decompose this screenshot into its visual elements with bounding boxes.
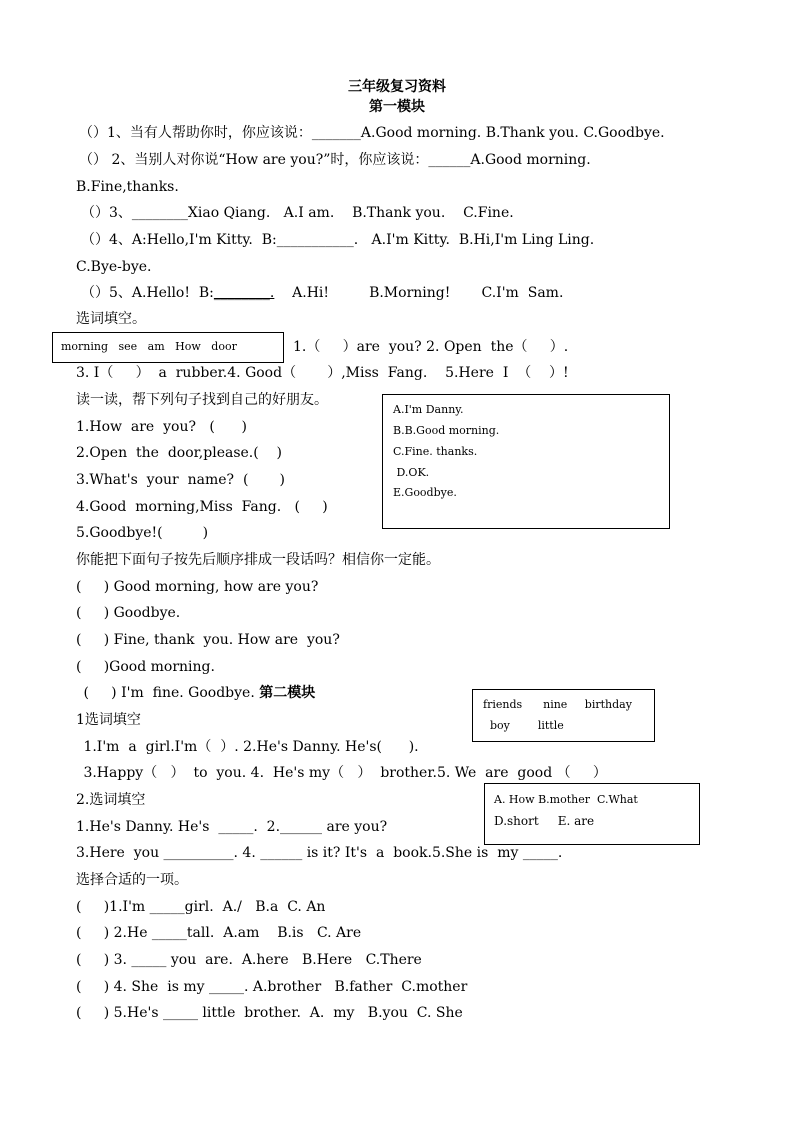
fill-line-1: 1.（ ）are you? 2. Open the（ ）. [293,339,569,355]
order-heading: 你能把下面句子按先后顺序排成一段话吗？相信你一定能。 [76,552,440,568]
fill-line-2: 3. I（ ） a rubber.4. Good（ ）,Miss Fang. 5.Here I （ ）! [76,365,569,381]
section-1-line-1: 1.I'm a girl.I'm（ ）. 2.He's Danny. He's( ). [79,739,419,755]
answer-b: B.B.Good morning. [393,424,500,437]
section-3-question-3: ( ) 3. _____ you are. A.here B.Here C.There [76,952,422,968]
answer-d: D.OK. [393,466,430,479]
word-bank-box [52,332,284,363]
word-bank-box-2 [472,689,655,742]
match-question-4: 4.Good morning,Miss Fang. ( ) [76,499,328,515]
section-3-question-5: ( ) 5.He's _____ little brother. A. my B.you C. She [76,1005,463,1021]
question-5-options: A.Hi! B.Morning! C.I'm Sam. [274,285,564,301]
order-line-5 [79,684,315,702]
match-question-3: 3.What's your name? ( ) [76,472,286,488]
section-1-heading: 1选词填空 [76,712,141,728]
order-line-3: ( ) Fine, thank you. How are you? [76,632,340,648]
page-title: 三年级复习资料 [348,79,446,95]
section-2-line-2: 3.Here you __________. 4. ______ is it? It's a book.5.She is my _____. [76,845,563,861]
answer-e: E.Goodbye. [393,486,457,499]
question-2: （） 2、当别人对你说“How are you?”时，你应该说：______A.Good morning. [79,152,591,168]
option-box-row-2: D.short E. are [494,814,595,828]
order-line-1: ( ) Good morning, how are you? [76,579,319,595]
word-bank-2-row-1: friends nine birthday [483,698,632,711]
module-2-title: 第二模块 [259,685,316,701]
section-3-question-1: ( )1.I'm _____girl. A./ B.a C. An [76,899,326,915]
question-1: （）1、当有人帮助你时，你应该说：_______A.Good morning. B.Thank you. C.Goodbye. [79,125,665,141]
option-box [484,783,700,845]
section-3-question-2: ( ) 2.He _____tall. A.am B.is C. Are [76,925,362,941]
match-question-5: 5.Goodbye!( ) [76,525,209,541]
section-3-heading: 选择合适的一项。 [76,872,188,888]
order-line-5-text: ( ) I'm fine. Goodbye. [79,685,260,701]
match-question-1: 1.How are you? ( ) [76,419,247,435]
answer-box [382,394,670,529]
match-heading: 读一读，帮下列句子找到自己的好朋友。 [76,392,328,408]
fill-heading: 选词填空。 [76,311,146,327]
section-1-line-2: 3.Happy（ ） to you. 4. He's my（ ） brother.5. We are good （ ） [79,765,607,781]
module-1-title: 第一模块 [369,99,425,115]
word-bank-words: morning see am How door [61,340,237,353]
word-bank-2-row-2: boy little [483,719,564,732]
question-5-prompt: （）5、A.Hello! B: [81,285,214,301]
question-2-option: B.Fine,thanks. [76,179,179,195]
question-4: （）4、A:Hello,I'm Kitty. B:___________. A.I'm Kitty. B.Hi,I'm Ling Ling. [81,232,595,248]
question-3: （）3、________Xiao Qiang. A.I am. B.Thank you. C.Fine. [81,205,514,221]
option-box-row-1: A. How B.mother C.What [494,793,638,806]
section-2-heading: 2.选词填空 [76,792,146,808]
question-5-blank: ________. [213,285,275,301]
question-5 [81,284,563,302]
section-2-line-1: 1.He's Danny. He's _____. 2.______ are you? [76,819,388,835]
answer-a: A.I'm Danny. [393,403,464,416]
question-4-option: C.Bye-bye. [76,259,152,275]
order-line-4: ( )Good morning. [76,659,215,675]
answer-c: C.Fine. thanks. [393,445,478,458]
match-question-2: 2.Open the door,please.( ) [76,445,282,461]
section-3-question-4: ( ) 4. She is my _____. A.brother B.father C.mother [76,979,468,995]
order-line-2: ( ) Goodbye. [76,605,181,621]
